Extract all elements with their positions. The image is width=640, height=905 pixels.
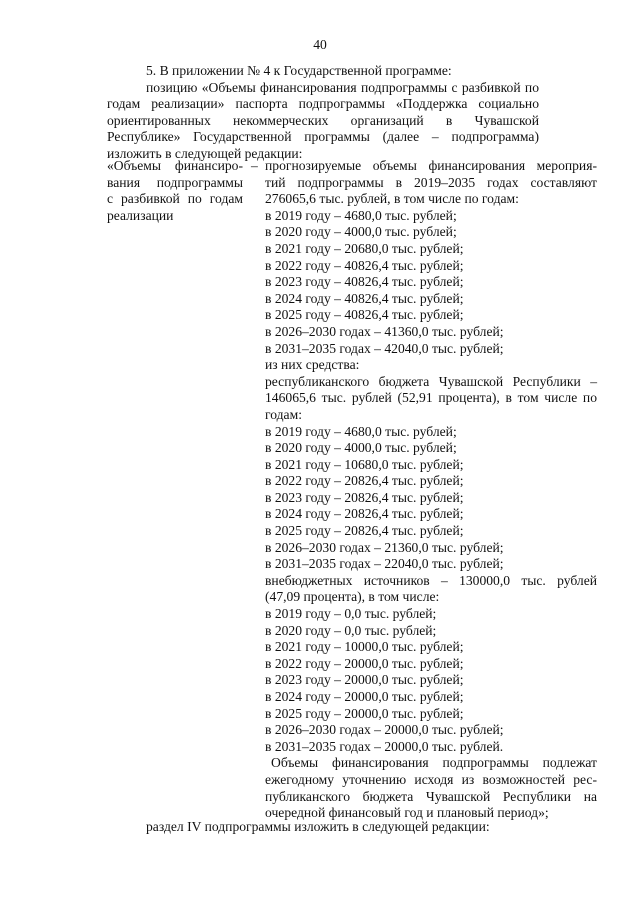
left-line: реализации bbox=[107, 207, 174, 223]
right-line: в 2021 году – 20680,0 тыс. рублей; bbox=[265, 240, 464, 256]
right-line: годам: bbox=[265, 406, 302, 422]
right-line: в 2024 году – 20000,0 тыс. рублей; bbox=[265, 689, 464, 704]
intro-section bbox=[107, 63, 539, 163]
right-line: в 2026–2030 годах – 21360,0 тыс. рублей; bbox=[265, 539, 504, 555]
right-line: в 2025 году – 20826,4 тыс. рублей; bbox=[265, 523, 464, 539]
right-line: в 2031–2035 годах – 42040,0 тыс. рублей; bbox=[265, 340, 504, 356]
right-line: в 2020 году – 0,0 тыс. рублей; bbox=[265, 622, 437, 638]
right-line: внебюджетных источников – 130000,0 тыс. рублей bbox=[265, 572, 597, 588]
intro-line: 5. В приложении № 4 к Государственной программе: bbox=[146, 63, 452, 78]
right-line: в 2031–2035 годах – 20000,0 тыс. рублей. bbox=[265, 738, 504, 754]
right-line: республиканского бюджета Чувашской Республики – bbox=[265, 373, 597, 389]
table-left-cell bbox=[107, 158, 243, 224]
right-line: в 2019 году – 4680,0 тыс. рублей; bbox=[265, 207, 457, 223]
right-line: Объемы финансирования подпрограммы подлежат bbox=[271, 755, 597, 771]
right-line: в 2022 году – 20000,0 тыс. рублей; bbox=[265, 655, 464, 671]
right-line: в 2019 году – 0,0 тыс. рублей; bbox=[265, 606, 437, 622]
right-line: (47,09 процента), в том числе: bbox=[265, 589, 440, 605]
right-line: в 2020 году – 4000,0 тыс. рублей; bbox=[265, 440, 457, 456]
left-line: с разбивкой по годам bbox=[107, 191, 243, 207]
right-line: 276065,6 тыс. рублей, в том числе по годам: bbox=[265, 191, 519, 207]
table-right-cell bbox=[265, 158, 597, 822]
left-line: «Объемы финансиро- bbox=[107, 158, 243, 173]
right-line: в 2023 году – 40826,4 тыс. рублей; bbox=[265, 274, 464, 290]
right-line: в 2021 году – 10000,0 тыс. рублей; bbox=[265, 639, 464, 655]
right-line: в 2025 году – 40826,4 тыс. рублей; bbox=[265, 307, 464, 323]
right-line: в 2024 году – 40826,4 тыс. рублей; bbox=[265, 290, 464, 306]
right-line: 146065,6 тыс. рублей (52,91 процента), в том числе по bbox=[265, 390, 597, 406]
right-line: в 2025 году – 20000,0 тыс. рублей; bbox=[265, 705, 464, 721]
right-line: в 2022 году – 40826,4 тыс. рублей; bbox=[265, 257, 464, 273]
right-line: ежегодному уточнению исходя из возможностей рес- bbox=[265, 771, 597, 787]
right-line: в 2022 году – 20826,4 тыс. рублей; bbox=[265, 473, 464, 489]
right-line: в 2026–2030 годах – 41360,0 тыс. рублей; bbox=[265, 323, 504, 339]
closing-line: раздел IV подпрограммы изложить в следующей редакции: bbox=[146, 819, 490, 834]
separator-dash: – bbox=[251, 158, 258, 173]
right-line: в 2020 году – 4000,0 тыс. рублей; bbox=[265, 224, 457, 240]
intro-paragraph: позицию «Объемы финансирования подпрограммы с разбивкой по годам реализации» паспорта подпрограммы «Поддержка социально ориентированных некоммерческих организаций в Чувашской Республике» Государственной программы (далее – подпрограмма) изложить в следующей редакции: bbox=[107, 79, 539, 161]
right-line: в 2026–2030 годах – 20000,0 тыс. рублей; bbox=[265, 722, 504, 738]
right-line: прогнозируемые объемы финансирования мероприя- bbox=[265, 158, 597, 173]
right-line: в 2023 году – 20826,4 тыс. рублей; bbox=[265, 489, 464, 505]
right-line: в 2019 году – 4680,0 тыс. рублей; bbox=[265, 423, 457, 439]
right-line: в 2021 году – 10680,0 тыс. рублей; bbox=[265, 456, 464, 472]
right-line: в 2023 году – 20000,0 тыс. рублей; bbox=[265, 672, 464, 688]
right-line: в 2031–2035 годах – 22040,0 тыс. рублей; bbox=[265, 556, 504, 572]
left-line: вания подпрограммы bbox=[107, 174, 243, 190]
right-line: из них средства: bbox=[265, 357, 360, 373]
right-line: тий подпрограммы в 2019–2035 годах составляют bbox=[265, 174, 597, 190]
right-line: очередной финансовый год и плановый период»; bbox=[265, 805, 549, 821]
right-line: публиканского бюджета Чувашской Республики на bbox=[265, 788, 597, 804]
right-line: в 2024 году – 20826,4 тыс. рублей; bbox=[265, 506, 464, 522]
page-number: 40 bbox=[313, 37, 327, 52]
